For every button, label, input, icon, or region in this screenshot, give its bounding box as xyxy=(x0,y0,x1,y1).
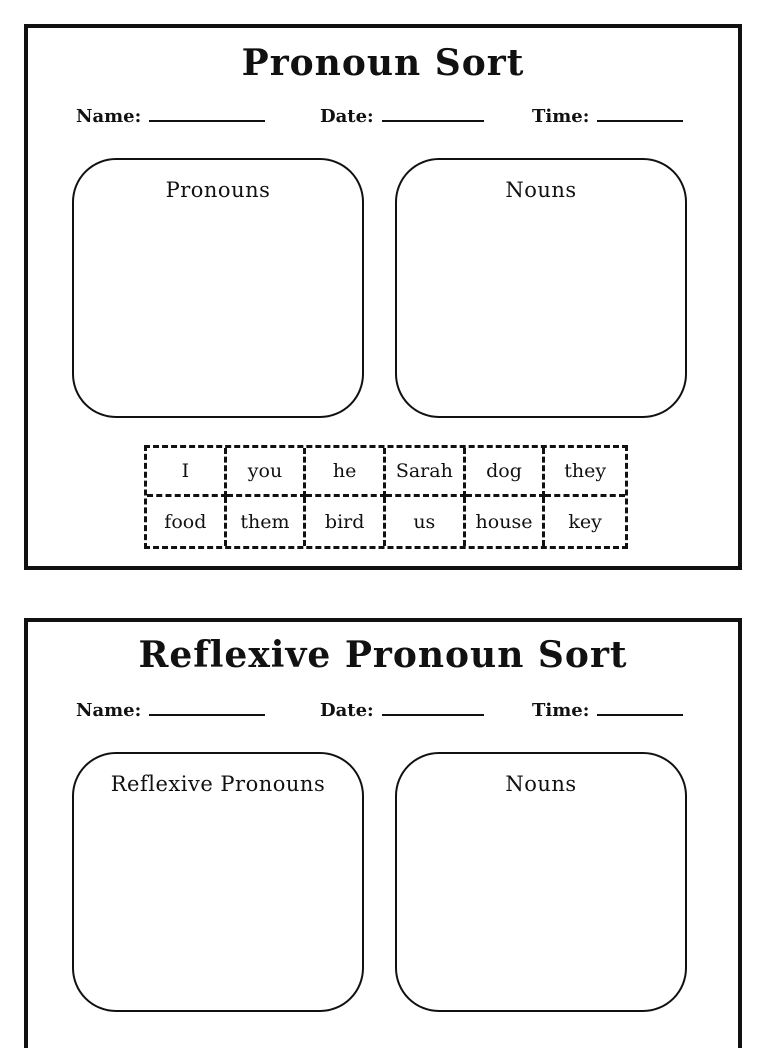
word-card[interactable]: house xyxy=(466,497,546,546)
name-blank-line[interactable] xyxy=(149,106,265,122)
time-blank-line[interactable] xyxy=(597,700,683,716)
cut-out-word-cards xyxy=(144,445,628,549)
reflexive-pronouns-box-label: Reflexive Pronouns xyxy=(110,772,326,796)
word-card[interactable]: key xyxy=(568,510,602,533)
word-card[interactable]: he xyxy=(306,448,386,497)
time-field[interactable] xyxy=(532,700,683,721)
pronoun-sort-worksheet xyxy=(24,24,742,570)
name-label: Name: xyxy=(76,106,142,127)
pronouns-box-label: Pronouns xyxy=(165,178,271,202)
pronouns-sort-box[interactable] xyxy=(72,158,364,418)
date-label: Date: xyxy=(320,700,374,721)
date-label: Date: xyxy=(320,106,374,127)
nouns-sort-box[interactable] xyxy=(395,752,687,1012)
date-field[interactable] xyxy=(320,700,484,721)
name-label: Name: xyxy=(76,700,142,721)
word-card[interactable]: us xyxy=(386,497,466,546)
word-card[interactable]: they xyxy=(545,448,625,497)
word-card[interactable]: I xyxy=(147,448,227,497)
nouns-sort-box[interactable] xyxy=(395,158,687,418)
date-field[interactable] xyxy=(320,106,484,127)
worksheet-title: Reflexive Pronoun Sort xyxy=(138,634,628,676)
reflexive-pronouns-sort-box[interactable] xyxy=(72,752,364,1012)
reflexive-pronoun-sort-worksheet xyxy=(24,618,742,1048)
word-card[interactable]: food xyxy=(147,497,227,546)
word-card[interactable]: bird xyxy=(306,497,386,546)
time-blank-line[interactable] xyxy=(597,106,683,122)
time-label: Time: xyxy=(532,106,590,127)
worksheet-title: Pronoun Sort xyxy=(241,42,525,84)
date-blank-line[interactable] xyxy=(382,700,484,716)
student-info-row xyxy=(76,700,714,726)
name-blank-line[interactable] xyxy=(149,700,265,716)
nouns-box-label: Nouns xyxy=(505,772,577,796)
word-card[interactable]: Sarah xyxy=(386,448,466,497)
date-blank-line[interactable] xyxy=(382,106,484,122)
student-info-row xyxy=(76,106,714,132)
time-field[interactable] xyxy=(532,106,683,127)
name-field[interactable] xyxy=(76,700,265,721)
word-card[interactable]: them xyxy=(227,497,307,546)
name-field[interactable] xyxy=(76,106,265,127)
word-card[interactable]: you xyxy=(227,448,307,497)
word-card[interactable]: dog xyxy=(466,448,546,497)
nouns-box-label: Nouns xyxy=(505,178,577,202)
time-label: Time: xyxy=(532,700,590,721)
